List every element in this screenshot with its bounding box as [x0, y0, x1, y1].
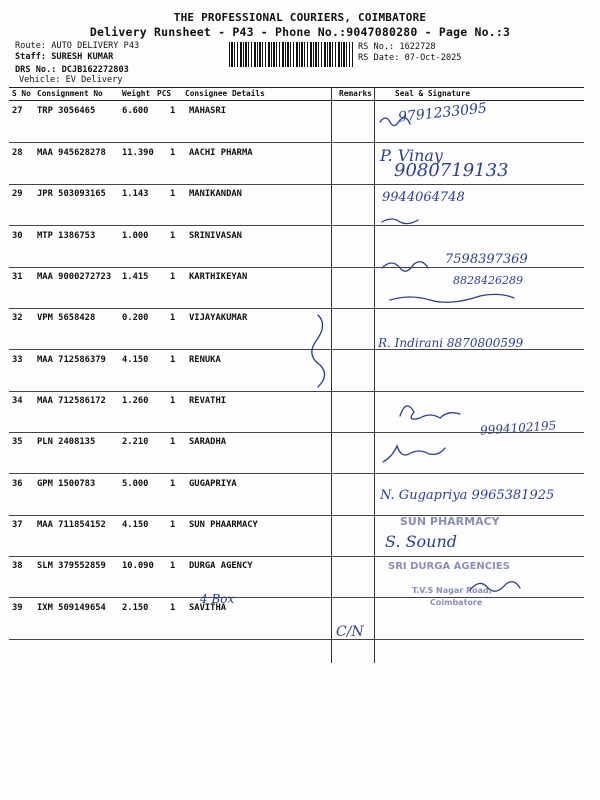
consignment-no: VPM 5658428: [37, 313, 96, 323]
handwritten-phone: 9080719133: [394, 160, 509, 181]
consignment-no: GPM 1500783: [37, 479, 96, 489]
handwritten-note: 4 Box: [200, 592, 235, 606]
pcs: 1: [170, 520, 176, 530]
table-header: [9, 88, 584, 101]
consignment-no: MAA 9000272723: [37, 272, 112, 282]
consignee: VIJAYAKUMAR: [189, 313, 248, 323]
pcs: 1: [170, 561, 176, 571]
consignee: REVATHI: [189, 396, 227, 406]
consignment-no: TRP 3056465: [37, 106, 96, 116]
consignee: AACHI PHARMA: [189, 148, 253, 158]
col-weight: Weight: [122, 89, 151, 98]
weight: 5.000: [122, 479, 149, 489]
handwritten-name-phone: N. Gugapriya 9965381925: [380, 488, 555, 503]
consignment-no: MAA 712586379: [37, 355, 106, 365]
sno: 33: [12, 355, 23, 365]
handwritten-phone: 8828426289: [453, 274, 523, 287]
table-row: [9, 184, 584, 226]
consignee: KARTHIKEYAN: [189, 272, 248, 282]
weight: 1.000: [122, 231, 149, 241]
consignee: GUGAPRIYA: [189, 479, 237, 489]
consignment-no: MAA 711854152: [37, 520, 106, 530]
col-consignee: Consignee Details: [185, 89, 265, 98]
sno: 35: [12, 437, 23, 447]
vehicle-label: Vehicle: EV Delivery: [19, 75, 123, 85]
runsheet-subtitle: Delivery Runsheet - P43 - Phone No.:9047080280 - Page No.:3: [89, 25, 511, 39]
col-seal: Seal & Signature: [395, 89, 471, 98]
consignment-no: JPR 503093165: [37, 189, 106, 199]
sno: 38: [12, 561, 23, 571]
consignee: DURGA AGENCY: [189, 561, 253, 571]
consignment-no: IXM 509149654: [37, 603, 106, 613]
drs-number: DRS No.: DCJB162272803: [15, 65, 129, 75]
weight: 1.143: [122, 189, 149, 199]
staff-label: Staff: SURESH KUMAR: [15, 52, 114, 62]
agency-stamp-city: Coimbatore: [430, 598, 483, 607]
sno: 27: [12, 106, 23, 116]
consignment-no: SLM 379552859: [37, 561, 106, 571]
weight: 1.415: [122, 272, 149, 282]
weight: 11.390: [122, 148, 154, 158]
pcs: 1: [170, 272, 176, 282]
weight: 2.210: [122, 437, 149, 447]
handwritten-phone: 9994102195: [479, 418, 557, 438]
pcs: 1: [170, 396, 176, 406]
rs-number: RS No.: 1622728: [358, 42, 436, 52]
pcs: 1: [170, 106, 176, 116]
company-title: THE PROFESSIONAL COURIERS, COIMBATORE: [173, 11, 427, 24]
consignee: MANIKANDAN: [189, 189, 242, 199]
consignee: RENUKA: [189, 355, 221, 365]
sno: 29: [12, 189, 23, 199]
agency-stamp: SRI DURGA AGENCIES: [388, 561, 510, 572]
pcs: 1: [170, 189, 176, 199]
agency-stamp-address: T.V.S Nagar Road,: [412, 586, 492, 595]
sno: 32: [12, 313, 23, 323]
sno: 36: [12, 479, 23, 489]
consignee: SUN PHAARMACY: [189, 520, 258, 530]
handwritten-phone: 9944064748: [382, 190, 465, 205]
table-row: [9, 101, 584, 143]
consignment-no: MAA 945628278: [37, 148, 106, 158]
consignment-no: PLN 2408135: [37, 437, 96, 447]
pcs: 1: [170, 231, 176, 241]
handwritten-phone: 9791233095: [397, 100, 488, 126]
consignee: SRINIVASAN: [189, 231, 242, 241]
pcs: 1: [170, 313, 176, 323]
handwritten-remark: C/N: [336, 624, 364, 640]
consignee: MAHASRI: [189, 106, 227, 116]
consignment-no: MAA 712586172: [37, 396, 106, 406]
sno: 31: [12, 272, 23, 282]
pcs: 1: [170, 148, 176, 158]
weight: 4.150: [122, 355, 149, 365]
table-row: [9, 432, 584, 474]
col-consignment: Consignment No: [37, 89, 103, 98]
pcs: 1: [170, 355, 176, 365]
table-row: [9, 598, 584, 640]
sno: 30: [12, 231, 23, 241]
col-remarks: Remarks: [339, 89, 372, 98]
handwritten-signature-text: S. Sound: [385, 532, 458, 551]
consignee: SARADHA: [189, 437, 227, 447]
pcs: 1: [170, 603, 176, 613]
sno: 37: [12, 520, 23, 530]
pharmacy-stamp: SUN PHARMACY: [400, 515, 500, 528]
weight: 6.600: [122, 106, 149, 116]
rs-date: RS Date: 07-Oct-2025: [358, 53, 462, 63]
handwritten-phone: 7598397369: [445, 252, 528, 267]
consignee: SAVITHA: [189, 603, 227, 613]
col-sno: S No: [12, 89, 31, 98]
weight: 4.150: [122, 520, 149, 530]
sno: 28: [12, 148, 23, 158]
table-row: [9, 350, 584, 392]
weight: 2.150: [122, 603, 149, 613]
sno: 34: [12, 396, 23, 406]
route-label: Route: AUTO DELIVERY P43: [15, 41, 140, 51]
pcs: 1: [170, 479, 176, 489]
consignment-no: MTP 1386753: [37, 231, 96, 241]
weight: 0.200: [122, 313, 149, 323]
handwritten-name: P. Vinay: [380, 146, 443, 165]
barcode: [229, 42, 353, 67]
col-pcs: PCS: [157, 89, 172, 98]
sno: 39: [12, 603, 23, 613]
weight: 1.260: [122, 396, 149, 406]
handwritten-name-phone: R. Indirani 8870800599: [378, 336, 524, 350]
weight: 10.090: [122, 561, 154, 571]
pcs: 1: [170, 437, 176, 447]
